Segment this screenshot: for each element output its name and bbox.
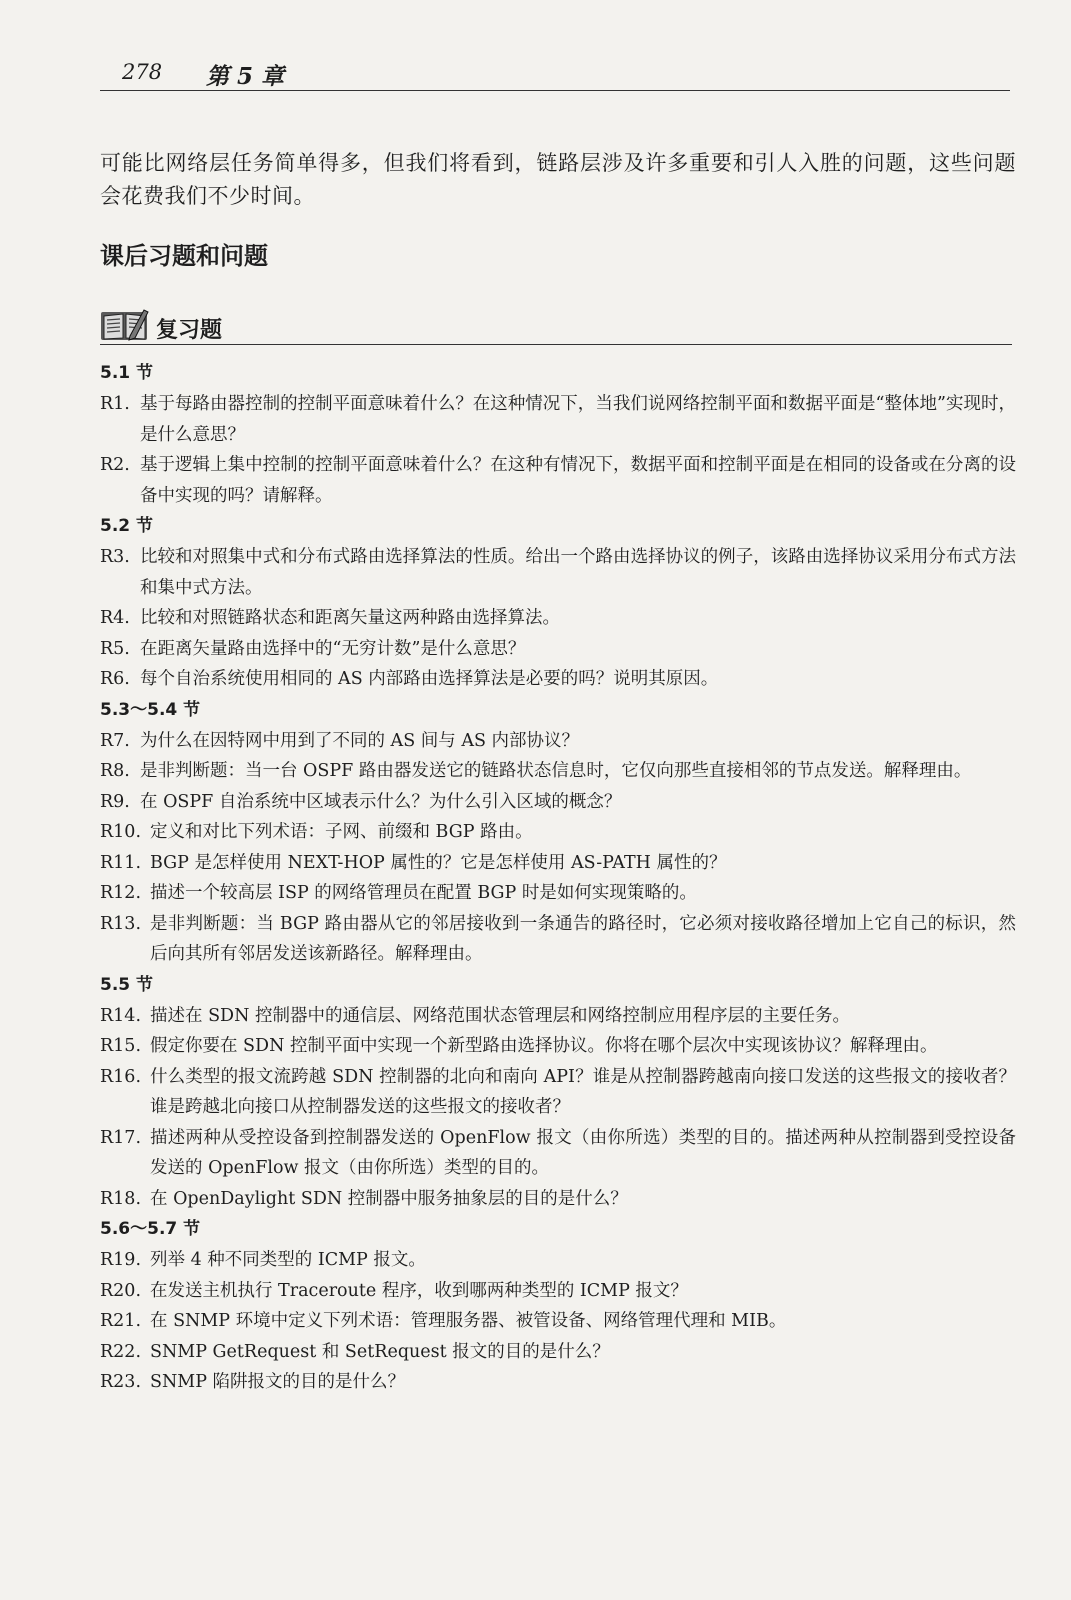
question-number: R9. xyxy=(100,791,130,812)
review-question xyxy=(100,1306,1016,1337)
question-text: 每个自治系统使用相同的 AS 内部路由选择算法是必要的吗？说明其原因。 xyxy=(140,669,719,689)
question-number: R6. xyxy=(100,669,130,689)
review-question xyxy=(100,848,1016,879)
question-text: 比较和对照集中式和分布式路由选择算法的性质。给出一个路由选择协议的例子，该路由选择协议采用分布式方法和集中式方法。 xyxy=(140,547,1016,598)
section-heading: 5.6～5.7 节 xyxy=(100,1219,201,1239)
review-question xyxy=(100,817,1016,848)
section-heading: 5.2 节 xyxy=(100,516,154,536)
review-question xyxy=(100,1123,1016,1184)
question-text: 比较和对照链路状态和距离矢量这两种路由选择算法。 xyxy=(140,608,560,628)
question-number: R11. xyxy=(100,852,142,873)
question-text: 在 OpenDaylight SDN 控制器中服务抽象层的目的是什么？ xyxy=(150,1188,628,1209)
question-text: 为什么在因特网中用到了不同的 AS 间与 AS 内部协议？ xyxy=(140,730,580,751)
review-question xyxy=(100,1062,1016,1123)
question-number: R16. xyxy=(100,1066,142,1087)
question-number: R1. xyxy=(100,394,130,414)
review-question xyxy=(100,450,1016,511)
question-text: 列举 4 种不同类型的 ICMP 报文。 xyxy=(150,1250,426,1270)
section-heading: 5.5 节 xyxy=(100,974,154,995)
question-number: R23. xyxy=(100,1372,142,1392)
question-number: R2. xyxy=(100,455,130,475)
question-number: R18. xyxy=(100,1188,142,1209)
question-number: R5. xyxy=(100,638,130,659)
question-number: R21. xyxy=(100,1311,142,1331)
question-text: 基于逻辑上集中控制的控制平面意味着什么？在这种有情况下，数据平面和控制平面是在相同的设备或在分离的设备中实现的吗？请解释。 xyxy=(140,455,1016,506)
question-text: 是非判断题：当 BGP 路由器从它的邻居接收到一条通告的路径时，它必须对接收路径增加上它自己的标识，然后向其所有邻居发送该新路径。解释理由。 xyxy=(150,913,1016,964)
question-number: R20. xyxy=(100,1280,142,1301)
question-number: R22. xyxy=(100,1341,142,1362)
question-text: 在 OSPF 自治系统中区域表示什么？为什么引入区域的概念？ xyxy=(140,791,622,812)
section-heading: 5.3～5.4 节 xyxy=(100,699,201,720)
open-book-pencil-icon xyxy=(100,308,150,342)
page-number: 278 xyxy=(122,60,163,84)
intro-paragraph: 可能比网络层任务简单得多，但我们将看到，链路层涉及许多重要和引人入胜的问题，这些问题会花费我们不少时间。 xyxy=(100,151,1016,208)
question-text: 定义和对比下列术语：子网、前缀和 BGP 路由。 xyxy=(150,822,533,842)
question-text: 描述一个较高层 ISP 的网络管理员在配置 BGP 时是如何实现策略的。 xyxy=(150,883,697,903)
question-number: R3. xyxy=(100,547,130,567)
question-number: R12. xyxy=(100,883,142,903)
question-number: R14. xyxy=(100,1005,142,1026)
review-question xyxy=(100,1184,1016,1215)
review-question xyxy=(100,726,1016,757)
review-question xyxy=(100,756,1016,787)
review-question xyxy=(100,1337,1016,1368)
review-question xyxy=(100,542,1016,603)
review-question xyxy=(100,787,1016,818)
review-question xyxy=(100,389,1016,450)
review-question xyxy=(100,603,1016,634)
review-title: 复习题 xyxy=(156,318,223,343)
question-number: R8. xyxy=(100,761,130,781)
question-number: R7. xyxy=(100,730,130,751)
question-number: R17. xyxy=(100,1127,142,1148)
review-question xyxy=(100,1001,1016,1032)
review-question xyxy=(100,634,1016,665)
review-question xyxy=(100,1031,1016,1062)
question-text: 在距离矢量路由选择中的“无穷计数”是什么意思？ xyxy=(140,638,526,659)
question-number: R13. xyxy=(100,913,142,934)
review-header xyxy=(100,308,1012,345)
questions-body xyxy=(100,358,1016,1398)
question-number: R4. xyxy=(100,608,130,628)
question-text: 什么类型的报文流跨越 SDN 控制器的北向和南向 API？谁是从控制器跨越南向接口发送的这些报文的接收者？谁是跨越北向接口从控制器发送的这些报文的接收者？ xyxy=(150,1066,1016,1117)
review-question xyxy=(100,878,1016,909)
question-number: R10. xyxy=(100,822,142,842)
chapter-label: 第 5 章 xyxy=(206,63,285,90)
review-question xyxy=(100,1276,1016,1307)
question-number: R15. xyxy=(100,1036,142,1056)
question-text: SNMP 陷阱报文的目的是什么？ xyxy=(150,1372,406,1392)
review-question xyxy=(100,909,1016,970)
review-question xyxy=(100,664,1016,695)
question-text: 是非判断题：当一台 OSPF 路由器发送它的链路状态信息时，它仅向那些直接相邻的节点发送。解释理由。 xyxy=(140,761,972,781)
question-text: SNMP GetRequest 和 SetRequest 报文的目的是什么？ xyxy=(150,1341,610,1362)
review-question xyxy=(100,1367,1016,1398)
question-text: 假定你要在 SDN 控制平面中实现一个新型路由选择协议。你将在哪个层次中实现该协议？解释理由。 xyxy=(150,1036,938,1056)
section-heading: 5.1 节 xyxy=(100,363,154,383)
question-text: 基于每路由器控制的控制平面意味着什么？在这种情况下，当我们说网络控制平面和数据平面是“整体地”实现时，是什么意思？ xyxy=(140,394,1016,445)
section-title: 课后习题和问题 xyxy=(100,242,268,270)
review-question xyxy=(100,1245,1016,1276)
question-text: 描述两种从受控设备到控制器发送的 OpenFlow 报文（由你所选）类型的目的。描述两种从控制器到受控设备发送的 OpenFlow 报文（由你所选）类型的目的。 xyxy=(150,1127,1016,1178)
question-text: BGP 是怎样使用 NEXT-HOP 属性的？它是怎样使用 AS-PATH 属性的？ xyxy=(150,852,727,873)
question-text: 描述在 SDN 控制器中的通信层、网络范围状态管理层和网络控制应用程序层的主要任务。 xyxy=(150,1005,850,1026)
page-header xyxy=(100,54,1010,91)
question-number: R19. xyxy=(100,1250,142,1270)
question-text: 在 SNMP 环境中定义下列术语：管理服务器、被管设备、网络管理代理和 MIB。 xyxy=(150,1311,787,1331)
question-text: 在发送主机执行 Traceroute 程序，收到哪两种类型的 ICMP 报文？ xyxy=(150,1280,688,1301)
